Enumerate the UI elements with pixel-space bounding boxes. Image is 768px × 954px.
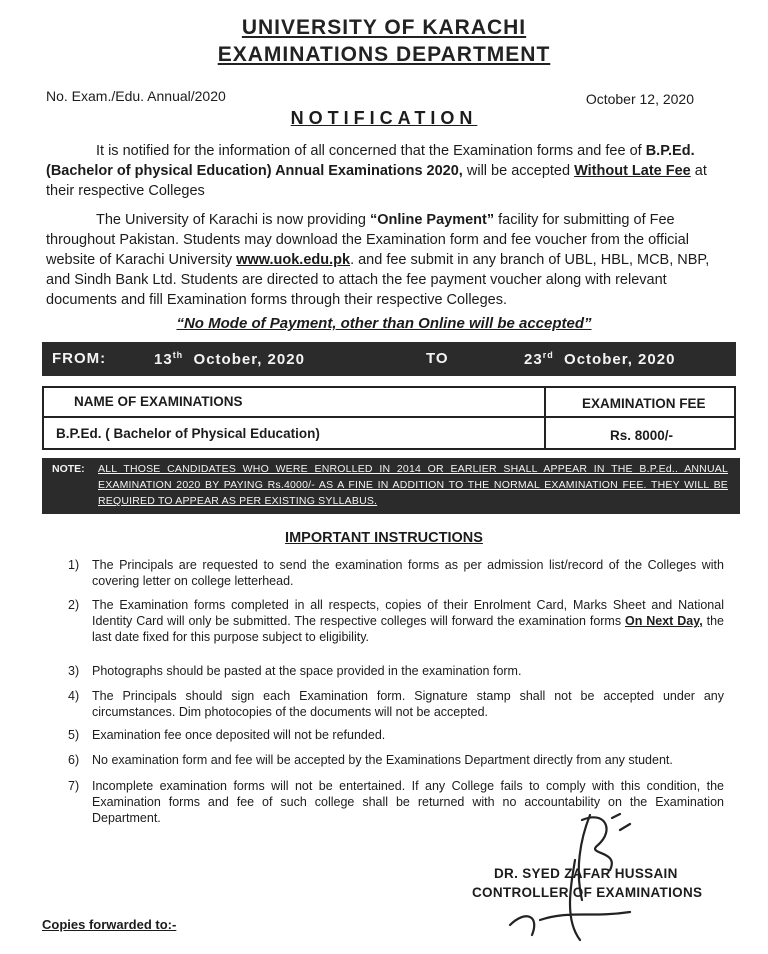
exam-name-cell: B.P.Ed. ( Bachelor of Physical Education) <box>56 426 320 441</box>
exam-name-header: NAME OF EXAMINATIONS <box>74 394 243 409</box>
paragraph-1: It is notified for the information of all concerned that the Examination forms and fee of B.P.Ed. (Bachelor of physical Education) Annual Examinations 2020, will be accepted Without Late Fee at their respective Colleges <box>46 143 707 199</box>
date-range-bar <box>42 342 736 376</box>
note-label: NOTE: <box>52 463 85 475</box>
university-title: UNIVERSITY OF KARACHI <box>241 16 527 39</box>
fee-table <box>42 386 736 450</box>
from-label: FROM: <box>52 350 107 367</box>
from-date: 13th October, 2020 <box>154 350 305 368</box>
notification-heading: NOTIFICATION <box>290 108 478 128</box>
notice-date: October 12, 2020 <box>585 91 694 107</box>
exam-fee-header: EXAMINATION FEE <box>582 396 706 411</box>
signatory-name: DR. SYED ZAFAR HUSSAIN <box>494 866 678 881</box>
reference-number: No. Exam./Edu. Annual/2020 <box>46 88 226 104</box>
note-box <box>42 458 740 514</box>
copies-forwarded-label: Copies forwarded to:- <box>42 917 177 932</box>
payment-mode-notice: “No Mode of Payment, other than Online will be accepted” <box>176 315 592 332</box>
to-label: TO <box>426 350 449 367</box>
note-text: ALL THOSE CANDIDATES WHO WERE ENROLLED IN 2014 OR EARLIER SHALL APPEAR IN THE B.P.Ed.. ANNUAL EXAMINATION 2020 BY PAYING Rs.4000/- AS A FINE IN ADDITION TO THE NORMAL EXAMINATION FEE. THEY WILL BE REQUIRED TO APPEAR AS PER EXISTING SYLLABUS. <box>98 463 728 507</box>
to-date: 23rd October, 2020 <box>524 350 676 368</box>
department-title: EXAMINATIONS DEPARTMENT <box>217 43 551 66</box>
instructions-heading: IMPORTANT INSTRUCTIONS <box>285 530 483 546</box>
exam-fee-cell: Rs. 8000/- <box>610 428 674 443</box>
signatory-title: CONTROLLER OF EXAMINATIONS <box>472 885 703 900</box>
paragraph-2: The University of Karachi is now providing “Online Payment” facility for submitting of Fee throughout Pakistan. Students may download the Examination form and fee voucher from the official website of Karachi University www.uok.edu.pk. and fee submit in any branch of UBL, HBL, MCB, NBP, and Sindh Bank Ltd. Students are directed to attach the fee payment voucher along with relevant documents and fill Examination forms through their respective Colleges. <box>46 212 710 308</box>
fee-table-divider <box>544 388 546 448</box>
